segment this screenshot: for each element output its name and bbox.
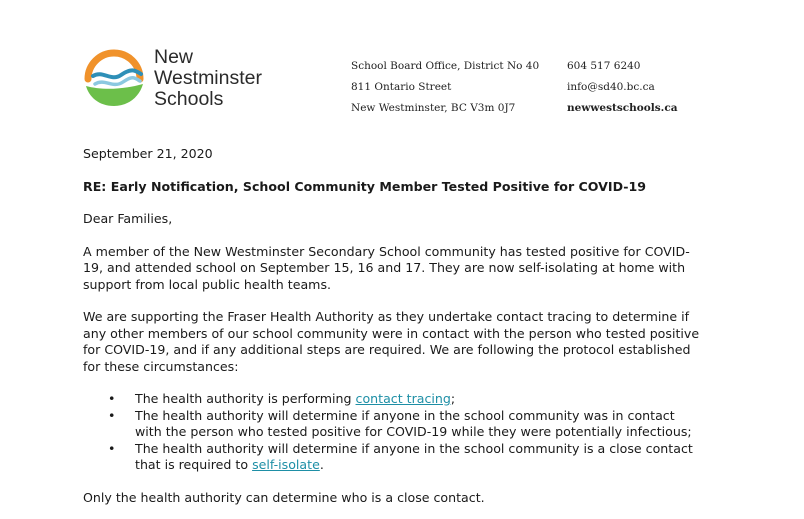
letter-body	[83, 146, 723, 519]
address-line: School Board Office, District No 40	[351, 60, 540, 72]
list-item	[83, 391, 723, 408]
list-item-text: The health authority will determine if anyone in the school community is a close contact	[135, 440, 693, 456]
closing-partial-line: Only the health authority can determine who is a close contact.	[83, 489, 485, 505]
paragraph-line: A member of the New Westminster Secondary School community has tested positive for COVID-	[83, 243, 690, 259]
district-logo-icon	[81, 46, 147, 108]
list-item-text-part: that is required to	[135, 457, 253, 472]
logo-green-hill	[86, 84, 143, 106]
org-name-line: New	[154, 46, 194, 68]
contact-tracing-link[interactable]: contact tracing	[355, 391, 451, 406]
office-address	[351, 56, 539, 119]
salutation: Dear Families,	[83, 211, 173, 226]
bullet-icon: •	[108, 391, 116, 406]
address-line: 811 Ontario Street	[351, 81, 452, 93]
list-item-text: with the person who tested positive for COVID-19 while they were potentially infectious;	[135, 424, 692, 439]
address-line: New Westminster, BC V3m 0J7	[351, 102, 516, 114]
list-item-text-part: .	[319, 457, 324, 472]
self-isolate-link[interactable]: self-isolate	[252, 457, 320, 472]
list-item-text-part: ;	[450, 391, 456, 406]
list-item	[83, 408, 723, 441]
website-link[interactable]: newwestschools.ca	[567, 102, 678, 114]
email-address: info@sd40.bc.ca	[567, 81, 655, 93]
paragraph-1	[83, 244, 723, 294]
letter-date: September 21, 2020	[83, 146, 213, 161]
bullet-icon: •	[108, 440, 116, 456]
paragraph-line: for these circumstances:	[83, 358, 239, 374]
phone-number: 604 517 6240	[567, 60, 641, 72]
paragraph-line: for COVID-19, and if any additional steps are required. We are following the protocol established	[83, 342, 691, 357]
list-item-text	[135, 391, 723, 408]
paragraph-line: any other members of our school community were in contact with the person who tested positive	[83, 325, 700, 341]
paragraph-line: We are supporting the Fraser Health Authority as they undertake contact tracing to determine if	[83, 309, 690, 324]
org-name-line: Westminster	[154, 67, 262, 89]
list-item	[83, 441, 723, 474]
letter-subject: RE: Early Notification, School Community Member Tested Positive for COVID-19	[83, 178, 647, 194]
paragraph-line: 19, and attended school on September 15, 16 and 17. They are now self-isolating at home with	[83, 260, 686, 275]
org-name	[154, 47, 262, 110]
list-item-text-part: The health authority is performing	[135, 391, 356, 406]
list-item-text	[135, 457, 723, 474]
org-name-line: Schools	[154, 88, 224, 110]
protocol-list	[83, 391, 723, 474]
paragraph-2	[83, 309, 723, 375]
list-item-text: The health authority will determine if anyone in the school community was in contact	[135, 407, 675, 423]
bullet-icon: •	[108, 407, 116, 423]
paragraph-line: support from local public health teams.	[83, 276, 332, 292]
contact-info	[567, 56, 678, 119]
